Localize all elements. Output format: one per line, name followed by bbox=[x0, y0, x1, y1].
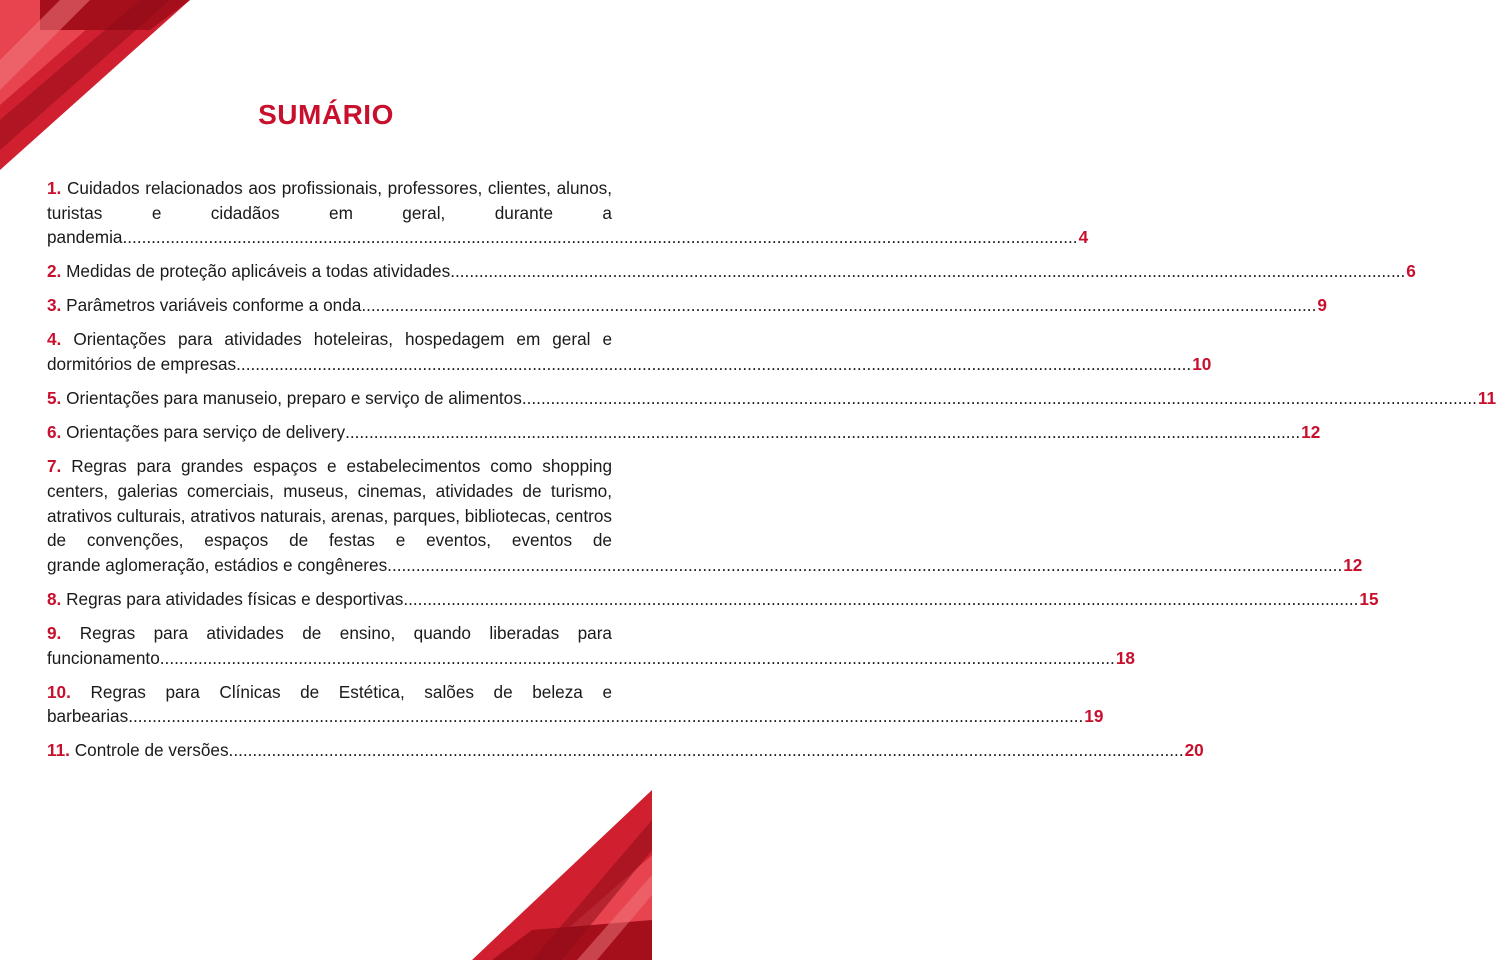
dot-leader: ........................................................................................................................................................................................................ bbox=[403, 588, 1359, 609]
dot-leader: ........................................................................................................................................................................................................ bbox=[521, 388, 1477, 409]
dot-leader: ........................................................................................................................................................................................................ bbox=[387, 554, 1343, 575]
corner-ribbon-bottom-right bbox=[452, 780, 652, 960]
toc-entry-text: Regras para atividades físicas e desportivas bbox=[61, 588, 404, 609]
toc-entry-number: 7. bbox=[47, 456, 62, 477]
toc-entry-text: barbearias bbox=[47, 706, 129, 727]
table-of-contents bbox=[47, 176, 1496, 763]
toc-entry-page-number: 20 bbox=[1184, 740, 1204, 761]
toc-entry-page-number: 12 bbox=[1301, 422, 1321, 443]
toc-entry-number: 11. bbox=[47, 740, 70, 761]
dot-leader: ........................................................................................................................................................................................................ bbox=[228, 740, 1184, 761]
toc-entry-text: grande aglomeração, estádios e congêneres bbox=[47, 554, 388, 575]
toc-entry-page-number: 12 bbox=[1343, 554, 1363, 575]
toc-entry[interactable] bbox=[47, 738, 1204, 763]
dot-leader: ........................................................................................................................................................................................................ bbox=[122, 227, 1078, 248]
toc-entry-number: 2. bbox=[47, 261, 62, 282]
toc-entry-page-number: 18 bbox=[1115, 647, 1135, 668]
toc-entry-page-number: 9 bbox=[1317, 295, 1327, 316]
toc-entry-text: Orientações para serviço de delivery bbox=[61, 422, 346, 443]
toc-entry-text: funcionamento bbox=[47, 647, 160, 668]
toc-entry[interactable] bbox=[47, 327, 1212, 376]
dot-leader: ........................................................................................................................................................................................................ bbox=[128, 706, 1084, 727]
toc-entry[interactable] bbox=[47, 259, 1416, 284]
dot-leader: ........................................................................................................................................................................................................ bbox=[159, 647, 1115, 668]
toc-entry-number: 9. bbox=[47, 622, 62, 643]
toc-entry[interactable] bbox=[47, 680, 1104, 729]
toc-entry-text: Regras para grandes espaços e estabelecimentos como shopping centers, galerias comerciais, museus, cinemas, atividades de turismo, atrativos culturais, atrativos naturais, arenas, parques, bibliotecas, centros de convenções, espaços de festas e eventos, eventos de bbox=[47, 456, 612, 551]
corner-ribbon-top-left bbox=[0, 0, 200, 180]
toc-entry[interactable] bbox=[47, 176, 1089, 250]
toc-entry-number: 10. bbox=[47, 681, 71, 702]
toc-entry-number: 3. bbox=[47, 295, 62, 316]
toc-entry[interactable] bbox=[47, 587, 1379, 612]
dot-leader: ........................................................................................................................................................................................................ bbox=[345, 422, 1301, 443]
toc-entry-text: dormitórios de empresas bbox=[47, 354, 237, 375]
toc-entry-text: Parâmetros variáveis conforme a onda bbox=[61, 295, 362, 316]
dot-leader: ........................................................................................................................................................................................................ bbox=[361, 295, 1317, 316]
toc-entry[interactable] bbox=[47, 621, 1135, 670]
toc-entry-page-number: 6 bbox=[1406, 261, 1416, 282]
toc-entry[interactable] bbox=[47, 454, 1363, 577]
toc-entry-text: Medidas de proteção aplicáveis a todas atividades bbox=[61, 261, 451, 282]
toc-entry[interactable] bbox=[47, 293, 1327, 318]
toc-entry[interactable] bbox=[47, 386, 1496, 411]
toc-entry-page-number: 10 bbox=[1192, 354, 1212, 375]
toc-entry-text: Orientações para manuseio, preparo e serviço de alimentos bbox=[61, 388, 522, 409]
toc-entry-number: 6. bbox=[47, 422, 62, 443]
dot-leader: ........................................................................................................................................................................................................ bbox=[450, 261, 1406, 282]
toc-entry-page-number: 19 bbox=[1084, 706, 1104, 727]
toc-entry-page-number: 11 bbox=[1477, 388, 1496, 409]
toc-entry-text: Regras para atividades de ensino, quando liberadas para bbox=[61, 622, 612, 643]
toc-entry-number: 5. bbox=[47, 388, 62, 409]
toc-entry-text: Cuidados relacionados aos profissionais, professores, clientes, alunos, turistas e cidadãos em geral, durante a bbox=[47, 178, 612, 223]
toc-entry-page-number: 4 bbox=[1078, 227, 1089, 248]
toc-entry-number: 4. bbox=[47, 329, 62, 350]
toc-entry-text: Regras para Clínicas de Estética, salões de beleza e bbox=[70, 681, 612, 702]
page-title: SUMÁRIO bbox=[258, 99, 394, 130]
toc-entry[interactable] bbox=[47, 420, 1321, 445]
toc-entry-page-number: 15 bbox=[1359, 588, 1379, 609]
dot-leader: ........................................................................................................................................................................................................ bbox=[236, 354, 1192, 375]
toc-entry-text: Orientações para atividades hoteleiras, hospedagem em geral e bbox=[61, 329, 612, 350]
toc-entry-number: 1. bbox=[47, 178, 62, 198]
toc-entry-text: Controle de versões bbox=[69, 740, 229, 761]
toc-entry-text: pandemia bbox=[47, 227, 123, 248]
toc-entry-number: 8. bbox=[47, 588, 62, 609]
